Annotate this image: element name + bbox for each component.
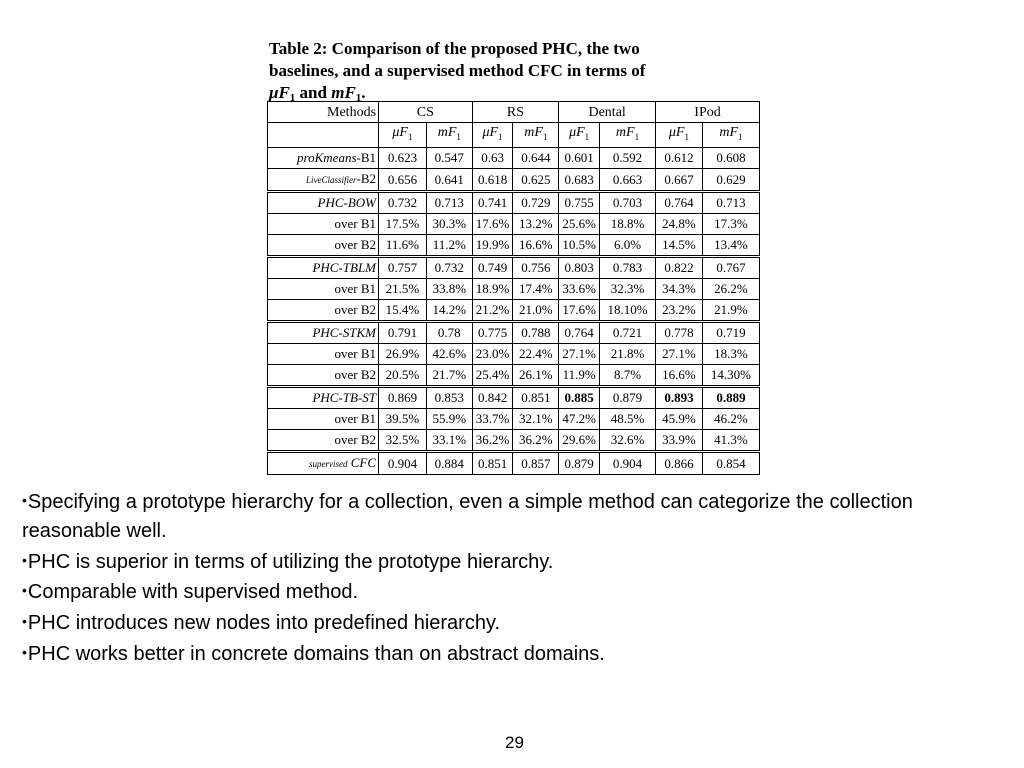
method-label: PHC-BOW — [268, 191, 379, 213]
table-row — [268, 343, 760, 364]
table-row — [268, 234, 760, 256]
table-cell: 0.764 — [559, 321, 600, 343]
caption-line-3: $\mu F_1$ and $mF_1$. — [269, 83, 366, 104]
table-cell: 0.854 — [702, 451, 759, 474]
caption-line-2: baselines, and a supervised method CFC in terms of — [269, 61, 646, 80]
table-caption — [269, 38, 759, 104]
metric-header: $mF_1$ — [600, 123, 656, 148]
table-cell: 34.3% — [656, 278, 703, 299]
table-cell: 17.4% — [513, 278, 559, 299]
table-cell: 0.755 — [559, 191, 600, 213]
table-cell: 0.612 — [656, 147, 703, 168]
table-cell: 0.78 — [426, 321, 472, 343]
metric-header: $mF_1$ — [513, 123, 559, 148]
table-cell: 0.625 — [513, 168, 559, 191]
table-row — [268, 213, 760, 234]
table-cell: 36.2% — [513, 429, 559, 451]
table-cell: 0.783 — [600, 256, 656, 278]
group-header: Dental — [559, 102, 656, 123]
table-cell: 0.713 — [702, 191, 759, 213]
table-cell: 25.6% — [559, 213, 600, 234]
table-row — [268, 147, 760, 168]
table-cell: 0.757 — [379, 256, 427, 278]
table-cell: 41.3% — [702, 429, 759, 451]
table-cell: 32.1% — [513, 408, 559, 429]
table-cell: 0.893 — [656, 386, 703, 408]
table-cell: 24.8% — [656, 213, 703, 234]
metric-header: $\mu F_1$ — [656, 123, 703, 148]
table-cell: 0.884 — [426, 451, 472, 474]
metric-header: $\mu F_1$ — [472, 123, 513, 148]
table-cell: 0.869 — [379, 386, 427, 408]
table-cell: 16.6% — [656, 364, 703, 386]
table-cell: 20.5% — [379, 364, 427, 386]
table-cell: 0.592 — [600, 147, 656, 168]
table-cell: 25.4% — [472, 364, 513, 386]
table-cell: 19.9% — [472, 234, 513, 256]
method-label: over B1 — [268, 213, 379, 234]
bullet-dot-icon: • — [22, 492, 27, 508]
table-cell: 45.9% — [656, 408, 703, 429]
table-cell: 0.741 — [472, 191, 513, 213]
table-row — [268, 168, 760, 191]
table-cell: 0.703 — [600, 191, 656, 213]
table-cell: 18.9% — [472, 278, 513, 299]
table-cell: 16.6% — [513, 234, 559, 256]
header-row-groups — [268, 102, 760, 123]
page-number: 29 — [505, 733, 524, 752]
caption-line-1: Table 2: Comparison of the proposed PHC, the two — [269, 39, 640, 58]
bullet-item: •PHC introduces new nodes into predefined hierarchy. — [22, 612, 501, 635]
table-cell: 0.663 — [600, 168, 656, 191]
table-cell: 0.791 — [379, 321, 427, 343]
table-cell: 0.788 — [513, 321, 559, 343]
table-cell: 0.756 — [513, 256, 559, 278]
comparison-table — [267, 101, 760, 475]
table-cell: 0.767 — [702, 256, 759, 278]
table-cell: 21.8% — [600, 343, 656, 364]
method-label: PHC-TBLM — [268, 256, 379, 278]
table-cell: 36.2% — [472, 429, 513, 451]
table-cell: 0.721 — [600, 321, 656, 343]
table-cell: 17.6% — [472, 213, 513, 234]
metric-header: $mF_1$ — [702, 123, 759, 148]
table-cell: 0.851 — [472, 451, 513, 474]
table-cell: 32.6% — [600, 429, 656, 451]
metric-header: $\mu F_1$ — [559, 123, 600, 148]
table-cell: 27.1% — [656, 343, 703, 364]
table-cell: 14.2% — [426, 299, 472, 321]
method-label: over B2 — [268, 299, 379, 321]
table-cell: 13.2% — [513, 213, 559, 234]
method-label: proKmeans-B1 — [268, 147, 379, 168]
table-cell: 0.749 — [472, 256, 513, 278]
method-label: over B2 — [268, 429, 379, 451]
table-cell: 26.1% — [513, 364, 559, 386]
table-cell: 0.641 — [426, 168, 472, 191]
table-cell: 29.6% — [559, 429, 600, 451]
table-cell: 17.3% — [702, 213, 759, 234]
table-row — [268, 386, 760, 408]
table-cell: 17.5% — [379, 213, 427, 234]
table-cell: 0.713 — [426, 191, 472, 213]
bullet-dot-icon: • — [22, 643, 27, 660]
table-cell: 22.4% — [513, 343, 559, 364]
method-label: over B2 — [268, 234, 379, 256]
table-cell: 23.2% — [656, 299, 703, 321]
table-cell: 0.547 — [426, 147, 472, 168]
table-cell: 0.879 — [559, 451, 600, 474]
empty-header-cell — [268, 123, 379, 148]
table-row — [268, 256, 760, 278]
bullet-dot-icon: • — [22, 551, 27, 568]
method-label: supervised CFC — [268, 451, 379, 474]
table-cell: 18.10% — [600, 299, 656, 321]
table-cell: 17.6% — [559, 299, 600, 321]
table-cell: 0.683 — [559, 168, 600, 191]
table-cell: 0.885 — [559, 386, 600, 408]
table-cell: 0.851 — [513, 386, 559, 408]
method-label: PHC-TB-ST — [268, 386, 379, 408]
group-header: CS — [379, 102, 473, 123]
table-cell: 0.719 — [702, 321, 759, 343]
table-cell: 6.0% — [600, 234, 656, 256]
bullet-item: •PHC is superior in terms of utilizing the prototype hierarchy. — [22, 550, 554, 573]
table-cell: 11.6% — [379, 234, 427, 256]
table-cell: 27.1% — [559, 343, 600, 364]
table-cell: 0.732 — [426, 256, 472, 278]
table-cell: 32.5% — [379, 429, 427, 451]
table-cell: 0.644 — [513, 147, 559, 168]
table-cell: 8.7% — [600, 364, 656, 386]
bullet-item: •PHC works better in concrete domains than on abstract domains. — [22, 642, 605, 665]
table-cell: 0.656 — [379, 168, 427, 191]
table-cell: 21.9% — [702, 299, 759, 321]
table-cell: 0.608 — [702, 147, 759, 168]
table-row — [268, 364, 760, 386]
table-cell: 0.866 — [656, 451, 703, 474]
table-cell: 0.601 — [559, 147, 600, 168]
table-cell: 11.9% — [559, 364, 600, 386]
table-body — [268, 147, 760, 474]
table-cell: 0.778 — [656, 321, 703, 343]
bullet-item: •Specifying a prototype hierarchy for a collection, even a simple method can categorize the collection reasonable well. — [22, 491, 913, 542]
table-cell: 26.9% — [379, 343, 427, 364]
table-row — [268, 321, 760, 343]
table-cell: 21.2% — [472, 299, 513, 321]
table-cell: 13.4% — [702, 234, 759, 256]
table-cell: 42.6% — [426, 343, 472, 364]
metric-header: $mF_1$ — [426, 123, 472, 148]
table-cell: 33.1% — [426, 429, 472, 451]
table-cell: 0.764 — [656, 191, 703, 213]
bullet-list — [22, 486, 1002, 669]
table-row — [268, 278, 760, 299]
table-cell: 0.63 — [472, 147, 513, 168]
table-cell: 33.8% — [426, 278, 472, 299]
table-cell: 0.822 — [656, 256, 703, 278]
method-label: PHC-STKM — [268, 321, 379, 343]
method-label: over B1 — [268, 343, 379, 364]
table-row — [268, 429, 760, 451]
bullet-dot-icon: • — [22, 582, 27, 599]
metric-header: $\mu F_1$ — [379, 123, 427, 148]
method-label: over B1 — [268, 408, 379, 429]
table-cell: 18.8% — [600, 213, 656, 234]
table-cell: 0.904 — [379, 451, 427, 474]
table-cell: 48.5% — [600, 408, 656, 429]
table-cell: 0.732 — [379, 191, 427, 213]
method-label: over B1 — [268, 278, 379, 299]
table-cell: 33.7% — [472, 408, 513, 429]
table-cell: 0.775 — [472, 321, 513, 343]
table-cell: 23.0% — [472, 343, 513, 364]
table-cell: 0.853 — [426, 386, 472, 408]
table-cell: 0.879 — [600, 386, 656, 408]
table-row — [268, 408, 760, 429]
table-row — [268, 299, 760, 321]
table-cell: 21.5% — [379, 278, 427, 299]
table-cell: 21.0% — [513, 299, 559, 321]
method-label: over B2 — [268, 364, 379, 386]
table-cell: 30.3% — [426, 213, 472, 234]
table-cell: 0.842 — [472, 386, 513, 408]
table-cell: 21.7% — [426, 364, 472, 386]
table-cell: 0.803 — [559, 256, 600, 278]
table-cell: 33.6% — [559, 278, 600, 299]
table-cell: 18.3% — [702, 343, 759, 364]
table-cell: 0.667 — [656, 168, 703, 191]
table-cell: 55.9% — [426, 408, 472, 429]
table-cell: 14.5% — [656, 234, 703, 256]
table-row — [268, 451, 760, 474]
bullet-item: •Comparable with supervised method. — [22, 581, 359, 604]
method-label: LiveClassifier-B2 — [268, 168, 379, 191]
table-cell: 0.623 — [379, 147, 427, 168]
table-cell: 47.2% — [559, 408, 600, 429]
table-cell: 15.4% — [379, 299, 427, 321]
table-cell: 0.629 — [702, 168, 759, 191]
table-cell: 14.30% — [702, 364, 759, 386]
table-cell: 26.2% — [702, 278, 759, 299]
bullet-dot-icon: • — [22, 613, 27, 630]
table-cell: 0.729 — [513, 191, 559, 213]
table-cell: 0.904 — [600, 451, 656, 474]
table-row — [268, 191, 760, 213]
table-cell: 32.3% — [600, 278, 656, 299]
table-cell: 11.2% — [426, 234, 472, 256]
table-cell: 0.618 — [472, 168, 513, 191]
table-cell: 39.5% — [379, 408, 427, 429]
group-header: IPod — [656, 102, 760, 123]
table-cell: 0.889 — [702, 386, 759, 408]
table-cell: 33.9% — [656, 429, 703, 451]
methods-header: Methods — [268, 102, 379, 123]
group-header: RS — [472, 102, 559, 123]
comparison-table-container — [267, 101, 760, 475]
table-cell: 46.2% — [702, 408, 759, 429]
header-row-metrics — [268, 123, 760, 148]
table-cell: 0.857 — [513, 451, 559, 474]
table-cell: 10.5% — [559, 234, 600, 256]
